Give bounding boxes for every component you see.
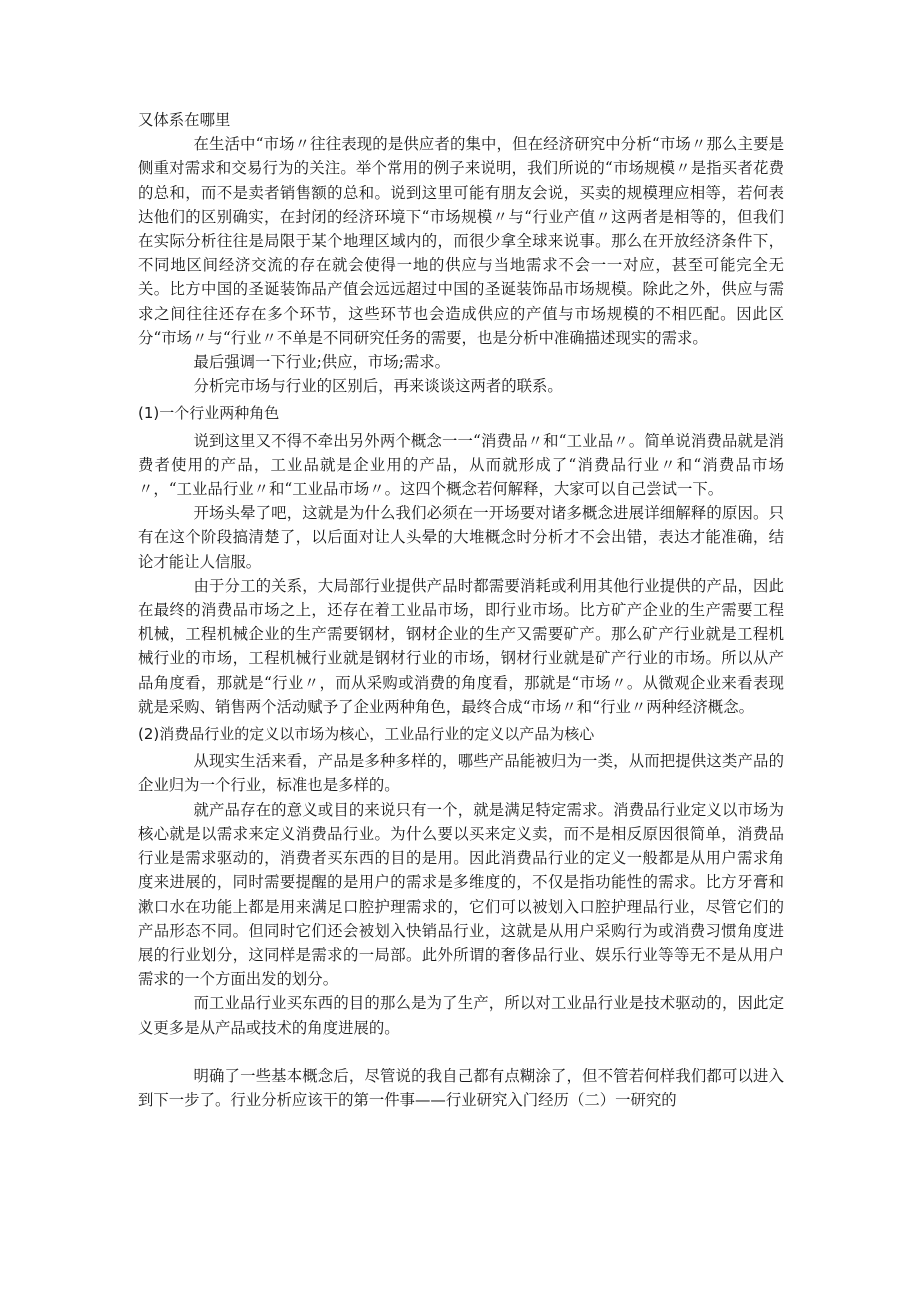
paragraph-why-explain-concepts: 开场头晕了吧，这就是为什么我们必须在一开场要对诸多概念进展详细解释的原因。只有在这个阶段搞清楚了，以后面对让人头晕的大堆概念时分析才不会出错，表达才能准确，结论才能让人信服。 [138,504,784,571]
section-heading-definitions: (2)消费品行业的定义以市场为核心，工业品行业的定义以产品为核心 [138,725,595,744]
paragraph-next-step: 明确了一些基本概念后，尽管说的我自己都有点糊涂了，但不管若何样我们都可以进入到下一步了。行业分析应该干的第一件事——行业研究入门经历（二）一研究的 [138,1066,784,1109]
paragraph-emphasis: 最后强调一下行业;供应，市场;需求。 [193,353,451,372]
paragraph-product-diversity: 从现实生活来看，产品是多种多样的，哪些产品能被归为一类，从而把提供这类产品的企业归为一个行业，标准也是多样的。 [138,752,784,795]
paragraph-market-vs-industry: 在生活中“市场〃往往表现的是供应者的集中，但在经济研究中分析“市场〃那么主要是侧重对需求和交易行为的关注。举个常用的例子来说明，我们所说的“市场规模〃是指买者花费的总和，而不是卖者销售额的总和。说到这里可能有朋友会说，买卖的规模理应相等，若何表达他们的区别确实，在封闭的经济环境下“市场规模〃与“行业产值〃这两者是相等的，但我们在实际分析往往是局限于某个地理区域内的，而很少拿全球来说事。那么在开放经济条件下，不同地区间经济交流的存在就会使得一地的供应与当地需求不会一一对应，甚至可能完全无关。比方中国的圣诞装饰品产值会远远超过中国的圣诞装饰品市场规模。除此之外，供应与需求之间往往还存在多个环节，这些环节也会造成供应的产值与市场规模的不相匹配。因此区分“市场〃与“行业〃不单是不同研究任务的需要，也是分析中准确描述现实的需求。 [138,135,784,347]
paragraph-consumer-industrial-concepts: 说到这里又不得不牵出另外两个概念一一“消费品〃和“工业品〃。简单说消费品就是消费者使用的产品，工业品就是企业用的产品，从而就形成了“消费品行业〃和“消费品市场〃，“工业品行业〃和“工业品市场〃。这四个概念若何解释，大家可以自己尝试一下。 [138,431,784,499]
document-page [138,108,784,1112]
section-heading-one-industry-two-roles: (1)一个行业两种角色 [138,404,280,423]
paragraph-transition: 分析完市场与行业的区别后，再来谈谈这两者的联系。 [193,377,563,396]
paragraph-industrial-goods-definition: 而工业品行业买东西的目的那么是为了生产，所以对工业品行业是技术驱动的，因此定义更多是从产品或技术的角度进展的。 [138,994,784,1037]
paragraph-consumer-goods-definition: 就产品存在的意义或目的来说只有一个，就是满足特定需求。消费品行业定义以市场为核心就是以需求来定义消费品行业。为什么要以买来定义卖，而不是相反原因很简单，消费品行业是需求驱动的，消费者买东西的目的是用。因此消费品行业的定义一般都是从用户需求角度来进展的，同时需要提醒的是用户的需求是多维度的，不仅是指功能性的需求。比方牙膏和漱口水在功能上都是用来满足口腔护理需求的，它们可以被划入口腔护理品行业，尽管它们的产品形态不同。但同时它们还会被划入快销品行业，这就是从用户采购行为或消费习惯角度进展的行业划分，这同样是需求的一局部。此外所谓的奢侈品行业、娱乐行业等等无不是从用户需求的一个方面出发的划分。 [138,800,784,989]
paragraph-division-of-labor: 由于分工的关系，大局部行业提供产品时都需要消耗或利用其他行业提供的产品，因此在最终的消费品市场之上，还存在着工业品市场，即行业市场。比方矿产企业的生产需要工程机械，工程机械企业的生产需要钢材，钢材企业的生产又需要矿产。那么矿产行业就是工程机械行业的市场，工程机械行业就是钢材行业的市场，钢材行业就是矿产行业的市场。所以从产品角度看，那就是“行业〃，而从采购或消费的角度看，那就是“市场〃。从微观企业来看表现就是采购、销售两个活动赋予了企业两种角色，最终合成“市场〃和“行业〃两种经济概念。 [138,576,784,716]
paragraph-section-title-tail: 又体系在哪里 [138,111,231,129]
